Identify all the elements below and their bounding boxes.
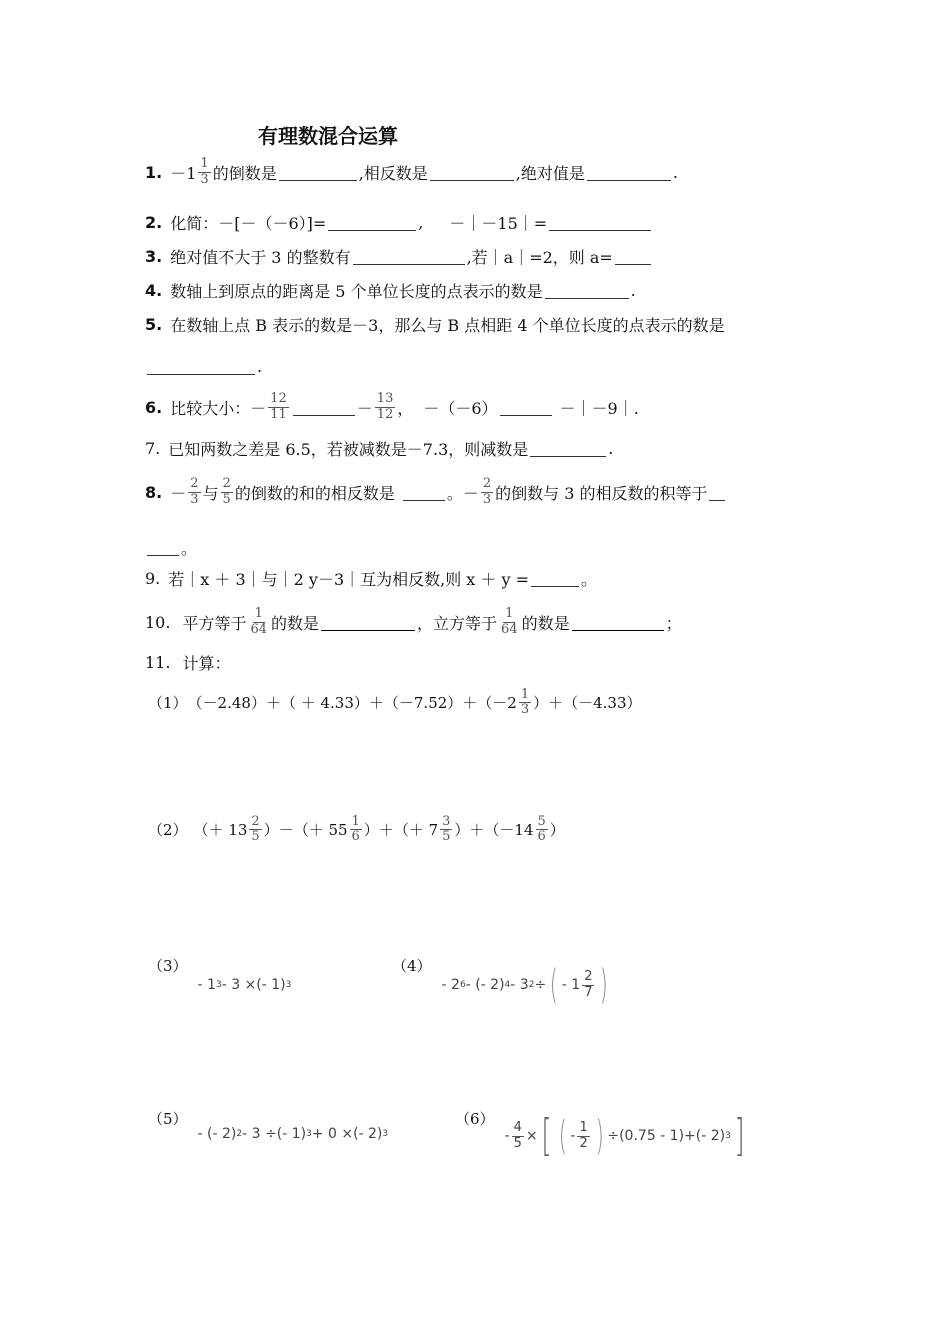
page-title: 有理数混合运算 bbox=[258, 124, 398, 148]
q11-text: 计算： bbox=[182, 653, 231, 673]
answer-blank[interactable] bbox=[615, 248, 651, 265]
period: . bbox=[257, 356, 263, 376]
answer-blank[interactable] bbox=[321, 614, 415, 631]
question-number: 11. bbox=[145, 652, 171, 672]
question-number: 2. bbox=[145, 212, 163, 232]
q2-text-2: －｜－15｜= bbox=[449, 213, 548, 233]
q10-text-2: 的数是 bbox=[271, 613, 320, 633]
question-number: 9. bbox=[145, 568, 161, 588]
question-number: 3. bbox=[145, 246, 163, 266]
period: . bbox=[672, 162, 678, 182]
fraction: $\frac{1}{6}$ bbox=[351, 814, 360, 845]
comma: , bbox=[418, 212, 424, 232]
answer-blank[interactable] bbox=[353, 248, 465, 265]
question-number: 7. bbox=[145, 438, 161, 458]
answer-blank[interactable] bbox=[530, 440, 606, 457]
q9-text: 若｜x ＋ 3｜与｜2 y－3｜互为相反数,则 x ＋ y = bbox=[168, 569, 530, 589]
period: . bbox=[608, 438, 614, 458]
q10-text-3: ，立方等于 bbox=[417, 613, 498, 633]
calc-formula: - (- 2) 2 - 3 ÷(- 1) 3 + 0 ×(- 2) 3 bbox=[197, 1126, 389, 1142]
comma: ， bbox=[397, 398, 414, 418]
answer-blank[interactable] bbox=[430, 164, 514, 181]
calc-label: （5） bbox=[148, 1110, 188, 1128]
calc-label: （2） bbox=[148, 821, 188, 840]
calc-3 bbox=[148, 955, 291, 993]
fraction: $\frac{2}{3}$ bbox=[482, 476, 492, 507]
semicolon: ； bbox=[665, 613, 682, 633]
question-7 bbox=[145, 428, 613, 468]
question-10 bbox=[145, 602, 682, 642]
left-paren: ( bbox=[550, 962, 558, 1008]
calc-part: ） bbox=[549, 821, 565, 840]
q3-text-2: ,若｜a｜=2，则 a= bbox=[466, 247, 613, 267]
period: 。 bbox=[181, 538, 198, 558]
fraction: $\frac{2}{7}$ bbox=[584, 969, 593, 1000]
q6-text-3: －｜－9｜. bbox=[559, 398, 639, 418]
q4-text: 数轴上到原点的距离是 5 个单位长度的点表示的数是 bbox=[170, 281, 543, 301]
fraction: $\frac{1}{2}$ bbox=[579, 1120, 588, 1151]
q1-text-opposite: ,相反数是 bbox=[358, 163, 428, 183]
left-paren: ( bbox=[558, 1113, 567, 1159]
calc-6 bbox=[455, 1108, 748, 1161]
calc-part: （＋ 13 bbox=[193, 821, 248, 840]
question-number: 8. bbox=[145, 482, 163, 502]
right-bracket: ] bbox=[734, 1110, 745, 1161]
fraction: $\frac{3}{5}$ bbox=[442, 814, 451, 845]
calc-4 bbox=[392, 955, 612, 1008]
q8-text: 的倒数的和的相反数是 bbox=[234, 483, 395, 503]
answer-blank[interactable] bbox=[549, 214, 651, 231]
left-bracket: [ bbox=[541, 1110, 552, 1161]
fraction: $\frac{1}{3}$ bbox=[520, 687, 530, 718]
q1-text-reciprocal: 的倒数是 bbox=[212, 163, 277, 183]
calc-2 bbox=[148, 815, 565, 845]
question-6 bbox=[145, 387, 639, 427]
minus-sign: － bbox=[356, 398, 373, 418]
fraction: $\frac{12}{11}$ bbox=[270, 391, 287, 422]
answer-blank[interactable] bbox=[147, 358, 255, 375]
calc-formula: - $\frac{4}{5}$ × [ ( - $\frac{1}{2}$ ) ÷(0.75 - 1)+(- 2) 3 ] bbox=[504, 1110, 745, 1161]
minus-sign: － bbox=[170, 483, 187, 503]
answer-blank[interactable] bbox=[293, 399, 355, 416]
question-8 bbox=[145, 472, 727, 512]
calc-expression: （－2.48）＋（ ＋ 4.33）＋（－7.52）＋（－2 bbox=[187, 694, 517, 713]
fraction: $\frac{2}{3}$ bbox=[190, 476, 199, 507]
fraction: $\frac{2}{5}$ bbox=[251, 814, 260, 845]
q7-text: 已知两数之差是 6.5，若被减数是－7.3，则减数是 bbox=[168, 439, 529, 459]
q3-text: 绝对值不大于 3 的整数有 bbox=[170, 247, 351, 267]
question-number: 6. bbox=[145, 397, 163, 417]
right-paren: ) bbox=[600, 962, 609, 1008]
fraction: $\frac{4}{5}$ bbox=[513, 1120, 522, 1151]
answer-blank[interactable] bbox=[500, 399, 552, 416]
answer-blank[interactable] bbox=[328, 214, 416, 231]
answer-blank[interactable] bbox=[572, 614, 664, 631]
answer-blank[interactable] bbox=[545, 282, 629, 299]
q1-text-absolute: ,绝对值是 bbox=[515, 163, 585, 183]
question-9 bbox=[145, 558, 597, 598]
answer-blank[interactable] bbox=[587, 164, 671, 181]
q8-text-3: 的倒数与 3 的相反数的积等于 bbox=[495, 483, 708, 503]
calc-expression-tail: ）＋（－4.33） bbox=[533, 694, 642, 713]
period: . bbox=[630, 280, 636, 300]
q6-text: 比较大小：－ bbox=[170, 398, 267, 418]
question-number: 4. bbox=[145, 280, 163, 300]
q10-text-4: 的数是 bbox=[521, 613, 570, 633]
question-5-continued bbox=[145, 346, 262, 386]
q2-text: 化简：－[－（－6）]= bbox=[170, 213, 327, 233]
question-number: 5. bbox=[145, 314, 163, 334]
answer-blank[interactable] bbox=[403, 484, 445, 501]
question-number: 1. bbox=[145, 162, 163, 182]
answer-blank[interactable] bbox=[279, 164, 357, 181]
calc-label: （3） bbox=[148, 957, 188, 975]
calc-part: ）－（＋ 55 bbox=[263, 821, 348, 840]
period: 。 bbox=[581, 569, 598, 589]
fraction: $\frac{1}{64}$ bbox=[501, 606, 518, 637]
question-11 bbox=[145, 642, 230, 682]
calc-1 bbox=[148, 688, 642, 718]
calc-label: （4） bbox=[392, 957, 432, 975]
q8-and: 与 bbox=[202, 483, 219, 503]
calc-part: ）＋（－14 bbox=[454, 821, 534, 840]
q6-text-2: －（－6） bbox=[423, 398, 498, 418]
calc-formula: - 1 3 - 3 ×(- 1) 3 bbox=[197, 977, 292, 993]
calc-part: ）＋（＋ 7 bbox=[363, 821, 439, 840]
answer-blank[interactable] bbox=[531, 570, 579, 587]
calc-label: （6） bbox=[455, 1110, 495, 1128]
calc-formula: - 2 6 - (- 2) 4 - 3 2 ÷ ( - 1 $\frac{2}{7}$ ) bbox=[441, 962, 609, 1008]
question-number: 10. bbox=[145, 612, 171, 632]
calc-5 bbox=[148, 1108, 388, 1142]
q1-value: －1 bbox=[170, 163, 197, 183]
question-1 bbox=[145, 152, 678, 192]
answer-blank[interactable] bbox=[147, 539, 179, 556]
fraction: $\frac{2}{5}$ bbox=[222, 476, 231, 507]
fraction: $\frac{1}{3}$ bbox=[200, 156, 209, 187]
right-paren: ) bbox=[595, 1113, 604, 1159]
question-5 bbox=[145, 304, 725, 344]
q5-text: 在数轴上点 B 表示的数是－3，那么与 B 点相距 4 个单位长度的点表示的数是 bbox=[170, 315, 725, 335]
calc-label: （1） bbox=[148, 694, 188, 713]
fraction: $\frac{1}{64}$ bbox=[250, 606, 268, 637]
q10-text: 平方等于 bbox=[182, 613, 247, 633]
q8-text-2: 。－ bbox=[446, 483, 479, 503]
fraction: $\frac{5}{6}$ bbox=[537, 814, 546, 845]
answer-blank[interactable] bbox=[709, 484, 725, 501]
fraction: $\frac{13}{12}$ bbox=[376, 391, 394, 422]
